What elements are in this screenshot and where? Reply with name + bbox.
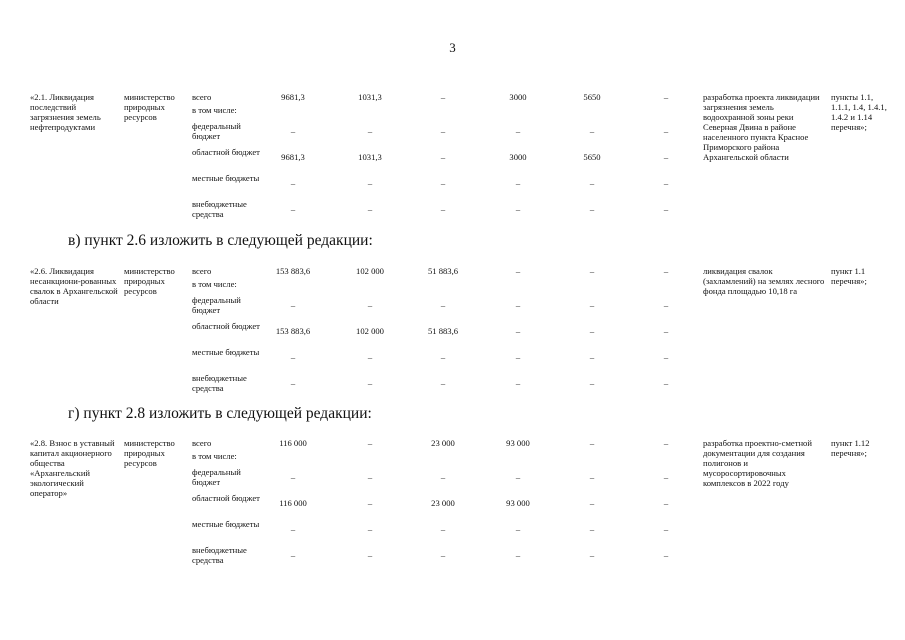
funding-value: –: [589, 550, 595, 560]
funding-value: –: [367, 352, 373, 362]
item-executor: министерство природных ресурсов: [124, 266, 175, 296]
funding-value: 3000: [509, 92, 527, 102]
funding-value: –: [367, 438, 373, 448]
funding-source-label: федеральный бюджет: [192, 121, 241, 141]
funding-value: –: [589, 498, 595, 508]
funding-value: –: [663, 352, 669, 362]
funding-value: –: [663, 498, 669, 508]
funding-value: 102 000: [356, 326, 384, 336]
funding-value: –: [589, 378, 595, 388]
item-name: «2.8. Взнос в уставный капитал акционерного общества «Архангельский экологический оператор»: [30, 438, 115, 498]
funding-value: –: [367, 378, 373, 388]
item-name: «2.1. Ликвидация последствий загрязнения земель нефтепродуктами: [30, 92, 101, 132]
funding-value: 93 000: [506, 498, 530, 508]
item-reference: пункт 1.12 перечня»;: [831, 438, 870, 458]
page-number: 3: [449, 40, 456, 55]
funding-source-label: всего: [192, 266, 212, 276]
funding-value: –: [663, 438, 669, 448]
funding-value: –: [589, 524, 595, 534]
funding-value: –: [290, 126, 296, 136]
funding-value: –: [367, 472, 373, 482]
funding-source-label: федеральный бюджет: [192, 467, 241, 487]
funding-value: 116 000: [279, 438, 307, 448]
funding-source-label: местные бюджеты: [192, 519, 260, 529]
item-executor: министерство природных ресурсов: [124, 92, 175, 122]
funding-value: 153 883,6: [275, 266, 311, 276]
funding-value: –: [367, 550, 373, 560]
item-reference: пункты 1.1, 1.1.1, 1.4, 1.4.1, 1.4.2 и 1.14 перечня»;: [831, 92, 887, 132]
funding-value: –: [589, 178, 595, 188]
funding-value: –: [367, 524, 373, 534]
funding-value: –: [440, 472, 446, 482]
funding-value: –: [515, 472, 521, 482]
funding-value: –: [367, 126, 373, 136]
funding-value: –: [367, 300, 373, 310]
heading-item-2-6: в) пункт 2.6 изложить в следующей редакции:: [68, 232, 373, 249]
funding-value: 93 000: [506, 438, 530, 448]
funding-value: –: [663, 524, 669, 534]
item-result: разработка проектно-сметной документации для создания полигонов и мусоросортировочных комплексов в 2022 году: [703, 438, 812, 488]
funding-value: –: [663, 126, 669, 136]
funding-source-label: внебюджетные средства: [192, 199, 247, 219]
funding-value: 51 883,6: [427, 326, 459, 336]
funding-value: –: [367, 204, 373, 214]
funding-source-label: местные бюджеты: [192, 347, 260, 357]
funding-value: –: [290, 352, 296, 362]
item-reference: пункт 1.1 перечня»;: [831, 266, 867, 286]
funding-value: –: [589, 472, 595, 482]
funding-value: –: [515, 126, 521, 136]
funding-value: –: [440, 178, 446, 188]
funding-value: 153 883,6: [275, 326, 311, 336]
funding-source-label: в том числе:: [192, 451, 237, 461]
funding-source-label: всего: [192, 92, 212, 102]
funding-source-label: федеральный бюджет: [192, 295, 241, 315]
funding-value: 23 000: [431, 498, 455, 508]
funding-value: –: [589, 266, 595, 276]
funding-value: –: [589, 326, 595, 336]
funding-source-label: областной бюджет: [192, 493, 260, 503]
funding-value: –: [515, 326, 521, 336]
funding-value: –: [589, 438, 595, 448]
funding-value: –: [290, 300, 296, 310]
funding-value: –: [440, 204, 446, 214]
funding-value: –: [663, 326, 669, 336]
funding-value: –: [515, 300, 521, 310]
funding-value: –: [589, 300, 595, 310]
funding-value: 9681,3: [281, 152, 305, 162]
funding-value: –: [515, 550, 521, 560]
funding-value: –: [663, 472, 669, 482]
funding-value: 3000: [509, 152, 527, 162]
funding-source-label: внебюджетные средства: [192, 545, 247, 565]
funding-value: –: [589, 352, 595, 362]
funding-value: –: [663, 378, 669, 388]
funding-value: –: [290, 204, 296, 214]
funding-source-label: внебюджетные средства: [192, 373, 247, 393]
funding-value: 23 000: [431, 438, 455, 448]
funding-value: 1031,3: [358, 152, 382, 162]
funding-value: –: [440, 152, 446, 162]
funding-value: –: [515, 204, 521, 214]
funding-value: –: [663, 300, 669, 310]
funding-value: –: [663, 550, 669, 560]
funding-source-label: областной бюджет: [192, 321, 260, 331]
item-name: «2.6. Ликвидация несанкциони-рованных свалок в Архангельской области: [30, 266, 118, 306]
funding-source-label: в том числе:: [192, 279, 237, 289]
funding-value: –: [440, 352, 446, 362]
funding-value: –: [663, 266, 669, 276]
funding-value: –: [440, 550, 446, 560]
funding-value: 5650: [583, 92, 601, 102]
funding-value: –: [663, 178, 669, 188]
item-result: ликвидация свалок (захламлений) на землях лесного фонда площадью 10,18 га: [703, 266, 825, 296]
funding-value: –: [663, 204, 669, 214]
item-executor: министерство природных ресурсов: [124, 438, 175, 468]
funding-value: 1031,3: [358, 92, 382, 102]
funding-value: –: [515, 178, 521, 188]
funding-value: –: [440, 92, 446, 102]
funding-value: –: [589, 204, 595, 214]
funding-source-label: местные бюджеты: [192, 173, 260, 183]
funding-value: –: [515, 524, 521, 534]
funding-value: 102 000: [356, 266, 384, 276]
funding-value: –: [663, 92, 669, 102]
funding-source-label: областной бюджет: [192, 147, 260, 157]
funding-value: –: [515, 266, 521, 276]
heading-item-2-8: г) пункт 2.8 изложить в следующей редакции:: [68, 405, 372, 422]
funding-value: –: [367, 498, 373, 508]
funding-value: –: [515, 352, 521, 362]
funding-value: –: [290, 550, 296, 560]
funding-value: –: [290, 178, 296, 188]
funding-value: 51 883,6: [427, 266, 459, 276]
funding-value: –: [367, 178, 373, 188]
funding-value: –: [589, 126, 595, 136]
item-result: разработка проекта ликвидации загрязнения земель водоохранной зоны реки Северная Двина в районе населенного пункта Красное Приморского района Архангельской области: [703, 92, 820, 162]
funding-value: –: [290, 378, 296, 388]
funding-value: –: [290, 524, 296, 534]
funding-value: 116 000: [279, 498, 307, 508]
funding-value: –: [440, 126, 446, 136]
funding-value: –: [440, 300, 446, 310]
funding-value: 5650: [583, 152, 601, 162]
funding-value: –: [515, 378, 521, 388]
funding-value: –: [663, 152, 669, 162]
funding-value: –: [440, 524, 446, 534]
funding-value: –: [440, 378, 446, 388]
funding-value: –: [290, 472, 296, 482]
funding-source-label: в том числе:: [192, 105, 237, 115]
funding-source-label: всего: [192, 438, 212, 448]
funding-value: 9681,3: [281, 92, 305, 102]
